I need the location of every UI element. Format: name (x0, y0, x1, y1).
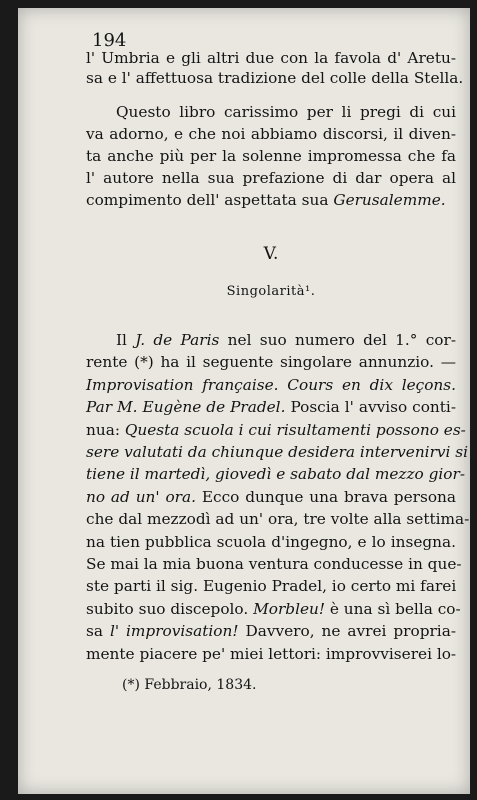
italic-run: sere valutati da chiunque desidera intervenirvi si (86, 443, 469, 461)
text-line (86, 375, 456, 395)
section-number: V. (263, 244, 279, 264)
text-run: ste parti il sig. Eugenio Pradel, io certo mi farei (86, 577, 457, 596)
italic-run: Morbleu! (253, 599, 326, 618)
italic-run: tiene il martedì, giovedì e sabato dal mezzo gior- (86, 465, 465, 484)
text-run: l' autore nella sua prefazione di dar opera al (86, 169, 456, 187)
page-number: 194 (92, 30, 127, 51)
italic-run: no ad un' ora. (86, 487, 196, 506)
text-run: Il (116, 331, 136, 349)
section-title: Singolarità¹. (226, 284, 316, 299)
text-run: che dal mezzodì ad un' ora, tre volte alla settima- (86, 510, 470, 529)
text-line (86, 168, 456, 188)
text-line (86, 464, 465, 484)
footnote: (*) Febbraio, 1834. (122, 677, 257, 693)
text-run: Poscia l' avviso conti- (285, 398, 456, 417)
italic-run: J. de Paris (135, 331, 220, 349)
italic-run: Par M. Eugène de Pradel. (86, 398, 286, 417)
text-line (86, 146, 456, 166)
italic-run: Questa scuola i cui risultamenti possono es- (124, 420, 466, 439)
text-line (86, 487, 456, 507)
text-line: l' Umbria e gli altri due con la favola d' Aretu- (86, 49, 456, 67)
text-run: Questo libro carissimo per li pregi di cui (116, 103, 456, 121)
text-line (86, 621, 456, 641)
text-line (86, 532, 456, 552)
text-run: nua: (86, 420, 125, 439)
text-line (86, 644, 456, 664)
text-line (86, 554, 462, 574)
text-run: è una sì bella co- (325, 599, 461, 618)
italic-run: l' improvisation! (109, 622, 239, 641)
text-line (86, 509, 470, 529)
text-run: va adorno, e che noi abbiamo discorsi, il diven- (86, 125, 456, 143)
text-line (86, 190, 456, 210)
text-line (86, 442, 469, 462)
text-run: compimento dell' aspettata sua (86, 191, 334, 209)
text-line (86, 124, 456, 144)
text-run: Se mai la mia buona ventura conducesse in que- (86, 555, 462, 573)
text-run: na tien pubblica scuola d'ingegno, e lo insegna. (86, 532, 456, 551)
text-line (116, 330, 456, 350)
text-line (86, 599, 461, 619)
text-line (86, 352, 456, 372)
text-run: sa (86, 622, 110, 641)
text-line (86, 420, 466, 440)
text-run: ta anche più per la solenne impromessa che fa (86, 147, 456, 165)
italic-title: Gerusalemme. (333, 191, 446, 209)
text-run: subito suo discepolo. (86, 599, 254, 618)
text-run: mente piacere pe' miei lettori: improvviserei lo- (86, 644, 457, 663)
text-run: rente (*) ha il seguente singolare annunzio. — (86, 353, 456, 372)
text-run: Davvero, ne avrei propria- (238, 622, 456, 641)
text-line (86, 397, 456, 417)
text-run: nel suo numero del 1.° cor- (219, 331, 456, 349)
text-run: Ecco dunque una brava persona (195, 487, 456, 506)
text-line: sa e l' affettuosa tradizione del colle della Stella. (86, 69, 464, 87)
text-line (116, 102, 456, 122)
text-line (86, 576, 456, 596)
italic-run: Improvisation française. Cours en dix leçons. (86, 375, 456, 394)
